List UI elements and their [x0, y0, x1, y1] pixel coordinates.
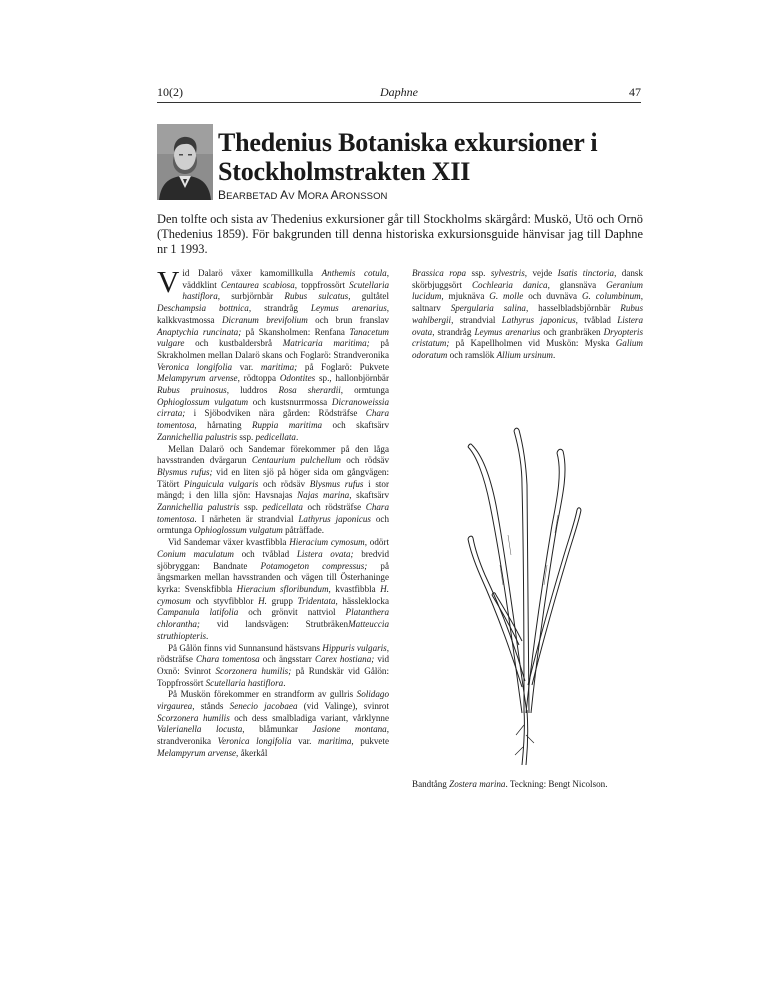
figure-caption: Bandtång Zostera marina. Teckning: Bengt Nicolson.	[412, 779, 608, 789]
intro-paragraph: Den tolfte och sista av Thedenius exkursioner går till Stockholms skärgård: Muskö, Utö och Ornö (Thedenius 1859). För bakgrunden till denna historiska exkursionsguide hänvisar jag till Daphne nr 1 1993.	[157, 212, 643, 257]
body-paragraph: På Gålön finns vid Sunnansund hästsvans Hippuris vulgaris, rödsträfse Chara tomentosa och ängsstarr Carex hostiana; vid Oxnö: Svinrot Scorzonera humilis; på Rundskär vid Gålön: Toppfrossört Scutellaria hastiflora.	[157, 642, 390, 688]
left-column	[157, 264, 390, 760]
running-header	[157, 82, 641, 103]
body-paragraph: Vid Sandemar växer kvastfibbla Hieracium cymosum, odört Conium maculatum och tvåblad Listera ovata; bredvid sjöbryggan: Bandnate Potamogeton compressus; på ängsmarken mellan havsstranden och vägen till Österhaninge kyrka: Svenskfibbla Hieracium sfloribundum, kvastfibbla H. cymosum och styvfibblor H. grupp Tridentata, hässleklocka Campanula latifolia och grönvit nattviol Platanthera chlorantha; vid landsvägen: StrutbräkenMatteuccia struthiopteris.	[157, 537, 389, 641]
body-paragraph: På Muskön förekommer en strandform av gullris Solidago virgaurea, stånds Senecio jacobaea (vid Valinge), svinrot Scorzonera humilis och dess smalbladiga variant, vårklynne Valerianella locusta, blåmunkar Jasione montana, strandveronika Veronica longifolia var. maritima, pukvete Melampyrum arvense, åkerkål	[157, 689, 389, 758]
eelgrass-illustration	[412, 425, 642, 770]
author-portrait-photo	[157, 124, 213, 200]
body-paragraph: Brassica ropa ssp. sylvestris, vejde Isatis tinctoria, dansk skörbjuggsört Cochlearia danica, glansnäva Geranium lucidum, mjuknäva G. molle och duvnäva G. columbinum, saltnarv Spergularia salina, hasselbladsbjörnbär Rubus wahlbergii, strandvial Lathyrus japonicus, tvåblad Listera ovata, strandråg Leymus arenarius och granbräken Dryopteris cristatum; på Kapellholmen vid Muskön: Myska Galium odoratum och ramslök Allium ursinum.	[412, 268, 643, 360]
byline	[218, 188, 388, 202]
byline-prefix: BEARBETAD AV	[218, 188, 295, 202]
page-number: 47	[629, 85, 641, 99]
article-title: Thedenius Botaniska exkursioner i Stockholmstrakten XII	[218, 128, 598, 186]
author-name: MORA ARONSSON	[297, 188, 388, 202]
right-column	[412, 268, 643, 362]
volume-label: 10(2)	[157, 85, 183, 99]
body-paragraph: Mellan Dalarö och Sandemar förekommer på den låga havsstranden dvärgarun Centaurium pulchellum och rödsäv Blysmus rufus; vid en liten sjö på höger sida om gångvägen: Tätört Pinguicula vulgaris och rödsäv Blysmus rufus i stor mängd; i den lilla sjön: Havsnajas Najas marina, skaftsärv Zannichellia palustris ssp. pedicellata och rödsträfse Chara tomentosa. I närheten är strandvial Lathyrus japonicus och ormtunga Ophioglossum vulgatum påträffade.	[157, 443, 389, 536]
body-paragraph: Vid Dalarö växer kamomillkulla Anthemis cotula, väddklint Centaurea scabiosa, toppfrossört Scutellaria hastiflora, surbjörnbär Rubus sulcatus, gultåtel Deschampsia bottnica, strandråg Leymus arenarius, kalkkvastmossa Dicranum brevifolium och brun franslav Anaptychia runcinata; på Skansholmen: Renfana Tanacetum vulgare och kustbaldersbrå Matricaria maritima; på Skrakholmen mellan Dalarö skans och Foglarö: Strandveronika Veronica longifolia var. maritima; på Foglarö: Pukvete Melampyrum arvense, rödtoppa Odontites sp., hallonbjörnbär Rubus pruinosus, luddros Rosa sherardii, ormtunga Ophioglossum vulgatum och kustsnurrmossa Dicranoweissia cirrata; i Sjöbodviken nära gården: Rödsträfse Chara tomentosa, hårnating Ruppia maritima och skaftsärv Zannichellia palustris ssp. pedicellata.	[157, 264, 390, 442]
journal-name: Daphne	[380, 85, 418, 99]
